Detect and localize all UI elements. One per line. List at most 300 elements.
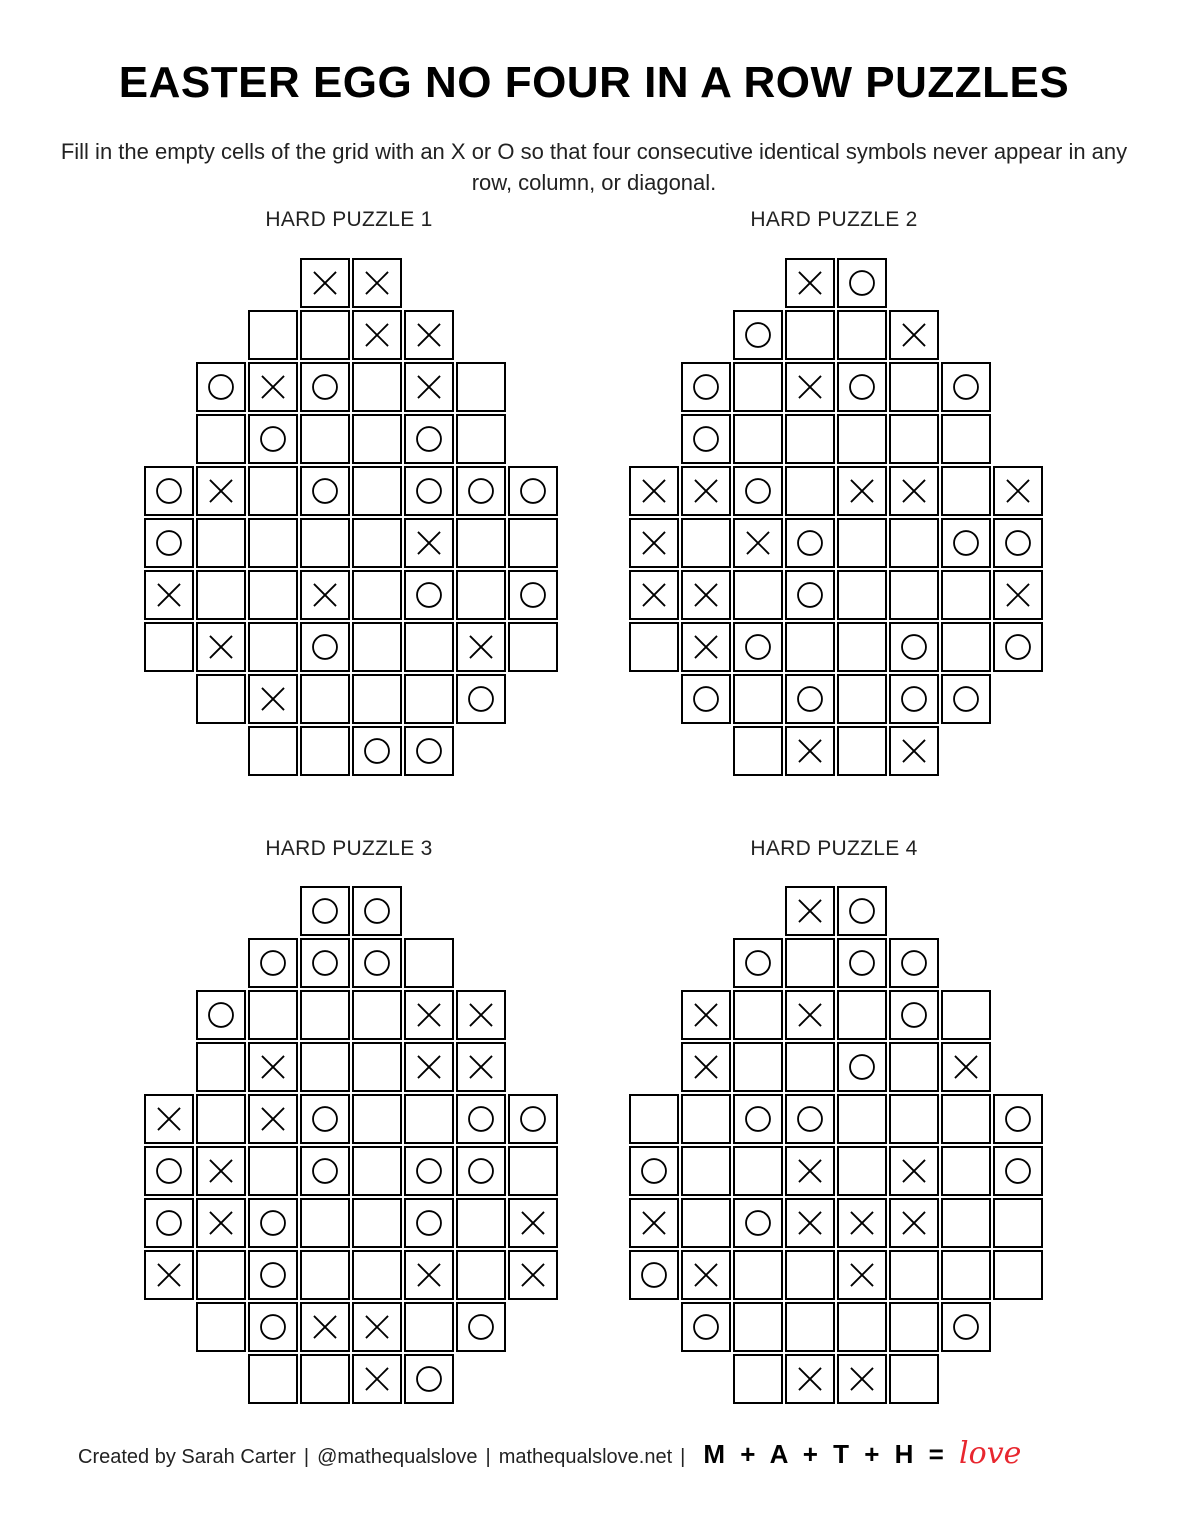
grid-cell-given — [404, 1146, 454, 1196]
o-mark-icon — [250, 1252, 296, 1298]
logo-love-word: love — [959, 1436, 1022, 1471]
logo-text: M + A + T + H = — [703, 1439, 948, 1469]
grid-cell-given — [300, 1302, 350, 1352]
grid-cell-empty[interactable] — [941, 466, 991, 516]
grid-cell-empty[interactable] — [248, 1146, 298, 1196]
grid-cell-empty[interactable] — [733, 726, 783, 776]
grid-cell-given — [196, 362, 246, 412]
grid-cell-empty[interactable] — [733, 1146, 783, 1196]
grid-cell-given — [144, 570, 194, 620]
x-mark-icon — [683, 1252, 729, 1298]
x-mark-icon — [631, 468, 677, 514]
grid-cell-empty[interactable] — [300, 674, 350, 724]
x-mark-icon — [891, 1200, 937, 1246]
x-mark-icon — [839, 1252, 885, 1298]
grid-cell-empty[interactable] — [889, 1250, 939, 1300]
o-mark-icon — [891, 992, 937, 1038]
grid-cell-given — [300, 362, 350, 412]
grid-cell-empty[interactable] — [404, 938, 454, 988]
grid-cell-empty[interactable] — [300, 990, 350, 1040]
grid-cell-given — [248, 1094, 298, 1144]
grid-cell-given — [456, 990, 506, 1040]
grid-cell-given — [733, 1198, 783, 1248]
grid-cell-given — [681, 414, 731, 464]
grid-cell-given — [508, 1250, 558, 1300]
grid-cell-empty[interactable] — [837, 990, 887, 1040]
grid-cell-empty[interactable] — [941, 414, 991, 464]
grid-cell-empty[interactable] — [352, 1198, 402, 1248]
x-mark-icon — [683, 992, 729, 1038]
grid-cell-empty[interactable] — [733, 1354, 783, 1404]
x-mark-icon — [250, 364, 296, 410]
x-mark-icon — [787, 888, 833, 934]
grid-cell-given — [300, 1094, 350, 1144]
o-mark-icon — [787, 1096, 833, 1142]
x-mark-icon — [891, 728, 937, 774]
x-mark-icon — [787, 260, 833, 306]
grid-cell-empty[interactable] — [404, 1094, 454, 1144]
o-mark-icon — [943, 520, 989, 566]
grid-cell-empty[interactable] — [248, 466, 298, 516]
grid-cell-given — [404, 362, 454, 412]
grid-cell-given — [456, 1094, 506, 1144]
grid-cell-given — [144, 518, 194, 568]
grid-cell-empty[interactable] — [785, 1302, 835, 1352]
grid-cell-given — [248, 1198, 298, 1248]
grid-cell-empty[interactable] — [248, 570, 298, 620]
grid-cell-given — [144, 466, 194, 516]
grid-cell-given — [248, 1042, 298, 1092]
grid-cell-empty[interactable] — [733, 674, 783, 724]
grid-cell-empty[interactable] — [889, 1302, 939, 1352]
x-mark-icon — [406, 520, 452, 566]
grid-cell-given — [681, 990, 731, 1040]
grid-cell-empty[interactable] — [733, 362, 783, 412]
o-mark-icon — [683, 676, 729, 722]
grid-cell-empty[interactable] — [941, 1250, 991, 1300]
grid-cell-empty[interactable] — [508, 1146, 558, 1196]
grid-cell-empty[interactable] — [352, 1146, 402, 1196]
grid-cell-empty[interactable] — [248, 1354, 298, 1404]
grid-cell-empty[interactable] — [196, 1094, 246, 1144]
o-mark-icon — [995, 624, 1041, 670]
grid-cell-given — [629, 1198, 679, 1248]
grid-cell-empty[interactable] — [681, 518, 731, 568]
grid-cell-empty[interactable] — [837, 622, 887, 672]
o-mark-icon — [354, 728, 400, 774]
grid-cell-given — [456, 1042, 506, 1092]
grid-cell-empty[interactable] — [785, 310, 835, 360]
grid-cell-empty[interactable] — [508, 518, 558, 568]
grid-cell-empty[interactable] — [352, 1250, 402, 1300]
grid-cell-empty[interactable] — [352, 622, 402, 672]
grid-cell-given — [248, 414, 298, 464]
grid-cell-empty[interactable] — [889, 1354, 939, 1404]
grid-cell-given — [733, 310, 783, 360]
x-mark-icon — [787, 1200, 833, 1246]
o-mark-icon — [354, 940, 400, 986]
x-mark-icon — [250, 1044, 296, 1090]
grid-cell-empty[interactable] — [248, 726, 298, 776]
grid-cell-given — [941, 518, 991, 568]
grid-cell-empty[interactable] — [993, 1198, 1043, 1248]
grid-cell-given — [889, 1198, 939, 1248]
x-mark-icon — [510, 1200, 556, 1246]
grid-cell-empty[interactable] — [837, 726, 887, 776]
x-mark-icon — [250, 676, 296, 722]
footer-separator: | — [485, 1446, 491, 1468]
o-mark-icon — [943, 676, 989, 722]
x-mark-icon — [198, 1200, 244, 1246]
grid-cell-empty[interactable] — [733, 1302, 783, 1352]
grid-cell-empty[interactable] — [352, 518, 402, 568]
page-title: EASTER EGG NO FOUR IN A ROW PUZZLES — [118, 58, 1070, 107]
grid-cell-empty[interactable] — [733, 570, 783, 620]
grid-cell-given — [404, 466, 454, 516]
grid-cell-empty[interactable] — [196, 414, 246, 464]
grid-cell-given — [629, 466, 679, 516]
o-mark-icon — [839, 888, 885, 934]
grid-cell-empty[interactable] — [456, 414, 506, 464]
grid-cell-given — [837, 1198, 887, 1248]
o-mark-icon — [683, 416, 729, 462]
grid-cell-empty[interactable] — [941, 1094, 991, 1144]
footer-website[interactable]: mathequalslove.net — [498, 1446, 673, 1468]
grid-cell-given — [196, 466, 246, 516]
grid-cell-given — [681, 362, 731, 412]
grid-cell-given — [785, 362, 835, 412]
grid-cell-empty[interactable] — [248, 310, 298, 360]
x-mark-icon — [406, 992, 452, 1038]
grid-cell-given — [733, 466, 783, 516]
grid-cell-given — [196, 1198, 246, 1248]
grid-cell-given — [352, 1302, 402, 1352]
grid-cell-given — [629, 1250, 679, 1300]
grid-cell-empty[interactable] — [889, 1042, 939, 1092]
grid-cell-empty[interactable] — [889, 518, 939, 568]
o-mark-icon — [735, 1200, 781, 1246]
grid-cell-given — [941, 1042, 991, 1092]
grid-cell-empty[interactable] — [352, 570, 402, 620]
grid-cell-given — [785, 518, 835, 568]
o-mark-icon — [735, 624, 781, 670]
x-mark-icon — [302, 1304, 348, 1350]
x-mark-icon — [787, 1148, 833, 1194]
grid-cell-given — [352, 1354, 402, 1404]
o-mark-icon — [995, 1096, 1041, 1142]
grid-cell-given — [404, 1250, 454, 1300]
o-mark-icon — [406, 1200, 452, 1246]
o-mark-icon — [406, 1148, 452, 1194]
grid-cell-empty[interactable] — [196, 1042, 246, 1092]
x-mark-icon — [198, 468, 244, 514]
grid-cell-given — [993, 466, 1043, 516]
puzzle-4-label: HARD PUZZLE 4 — [750, 837, 918, 860]
o-mark-icon — [406, 416, 452, 462]
x-mark-icon — [995, 572, 1041, 618]
o-mark-icon — [839, 1044, 885, 1090]
grid-cell-empty[interactable] — [300, 1250, 350, 1300]
grid-cell-given — [404, 518, 454, 568]
grid-cell-empty[interactable] — [352, 674, 402, 724]
grid-cell-given — [681, 570, 731, 620]
grid-cell-given — [508, 570, 558, 620]
grid-cell-given — [352, 258, 402, 308]
grid-cell-given — [993, 570, 1043, 620]
x-mark-icon — [839, 1356, 885, 1402]
grid-cell-empty[interactable] — [785, 414, 835, 464]
grid-cell-empty[interactable] — [352, 362, 402, 412]
x-mark-icon — [839, 468, 885, 514]
o-mark-icon — [735, 940, 781, 986]
o-mark-icon — [458, 1304, 504, 1350]
grid-cell-empty[interactable] — [733, 1042, 783, 1092]
grid-cell-given — [837, 886, 887, 936]
o-mark-icon — [406, 572, 452, 618]
grid-cell-empty[interactable] — [629, 1094, 679, 1144]
grid-cell-given — [300, 622, 350, 672]
grid-cell-given — [404, 414, 454, 464]
o-mark-icon — [458, 676, 504, 722]
x-mark-icon — [354, 260, 400, 306]
grid-cell-empty[interactable] — [733, 414, 783, 464]
grid-cell-empty[interactable] — [785, 1042, 835, 1092]
grid-cell-empty[interactable] — [248, 518, 298, 568]
grid-cell-given — [785, 1146, 835, 1196]
footer-handle: @mathequalslove — [317, 1446, 478, 1468]
grid-cell-given — [404, 990, 454, 1040]
grid-cell-given — [889, 990, 939, 1040]
o-mark-icon — [631, 1148, 677, 1194]
grid-cell-given — [144, 1198, 194, 1248]
grid-cell-given — [352, 886, 402, 936]
puzzle-3-label: HARD PUZZLE 3 — [265, 837, 433, 860]
grid-cell-empty[interactable] — [681, 1146, 731, 1196]
grid-cell-empty[interactable] — [352, 1094, 402, 1144]
x-mark-icon — [406, 1252, 452, 1298]
grid-cell-empty[interactable] — [404, 674, 454, 724]
grid-cell-given — [248, 938, 298, 988]
grid-cell-empty[interactable] — [196, 674, 246, 724]
grid-cell-given — [889, 938, 939, 988]
grid-cell-empty[interactable] — [629, 622, 679, 672]
grid-cell-given — [837, 1354, 887, 1404]
grid-cell-given — [681, 1042, 731, 1092]
grid-cell-given — [681, 1302, 731, 1352]
grid-cell-empty[interactable] — [300, 1198, 350, 1248]
grid-cell-empty[interactable] — [300, 1042, 350, 1092]
grid-cell-given — [733, 1094, 783, 1144]
grid-cell-empty[interactable] — [456, 518, 506, 568]
o-mark-icon — [302, 468, 348, 514]
grid-cell-given — [196, 1146, 246, 1196]
grid-cell-empty[interactable] — [352, 1042, 402, 1092]
grid-cell-empty[interactable] — [196, 570, 246, 620]
grid-cell-empty[interactable] — [837, 1094, 887, 1144]
grid-cell-empty[interactable] — [837, 310, 887, 360]
x-mark-icon — [406, 1044, 452, 1090]
grid-cell-empty[interactable] — [248, 990, 298, 1040]
grid-cell-given — [404, 310, 454, 360]
footer — [78, 1436, 1021, 1471]
grid-cell-empty[interactable] — [785, 622, 835, 672]
grid-cell-given — [993, 1146, 1043, 1196]
brand-logo — [703, 1436, 1022, 1471]
grid-cell-empty[interactable] — [837, 674, 887, 724]
grid-cell-given — [681, 466, 731, 516]
grid-cell-empty[interactable] — [993, 1250, 1043, 1300]
grid-cell-empty[interactable] — [941, 1198, 991, 1248]
x-mark-icon — [458, 624, 504, 670]
grid-cell-given — [785, 1198, 835, 1248]
grid-cell-empty[interactable] — [456, 362, 506, 412]
grid-cell-empty[interactable] — [404, 622, 454, 672]
grid-cell-empty[interactable] — [941, 1146, 991, 1196]
o-mark-icon — [943, 1304, 989, 1350]
grid-cell-empty[interactable] — [837, 570, 887, 620]
x-mark-icon — [787, 1356, 833, 1402]
grid-cell-empty[interactable] — [889, 1094, 939, 1144]
grid-cell-given — [508, 466, 558, 516]
grid-cell-given — [785, 1094, 835, 1144]
grid-cell-given — [404, 1198, 454, 1248]
x-mark-icon — [146, 1252, 192, 1298]
grid-cell-empty[interactable] — [352, 466, 402, 516]
grid-cell-empty[interactable] — [733, 1250, 783, 1300]
grid-cell-given — [300, 938, 350, 988]
grid-cell-empty[interactable] — [300, 414, 350, 464]
x-mark-icon — [735, 520, 781, 566]
grid-cell-empty[interactable] — [300, 1354, 350, 1404]
grid-cell-given — [456, 1302, 506, 1352]
grid-cell-empty[interactable] — [300, 310, 350, 360]
grid-cell-given — [785, 726, 835, 776]
x-mark-icon — [683, 624, 729, 670]
grid-cell-empty[interactable] — [352, 414, 402, 464]
o-mark-icon — [302, 1096, 348, 1142]
grid-cell-given — [629, 1146, 679, 1196]
x-mark-icon — [891, 312, 937, 358]
grid-cell-empty[interactable] — [248, 622, 298, 672]
o-mark-icon — [458, 1096, 504, 1142]
grid-cell-given — [941, 674, 991, 724]
grid-cell-given — [144, 1094, 194, 1144]
grid-cell-given — [248, 362, 298, 412]
grid-cell-empty[interactable] — [456, 1250, 506, 1300]
x-mark-icon — [683, 468, 729, 514]
x-mark-icon — [198, 624, 244, 670]
x-mark-icon — [891, 468, 937, 514]
grid-cell-given — [993, 1094, 1043, 1144]
x-mark-icon — [198, 1148, 244, 1194]
grid-cell-given — [993, 518, 1043, 568]
x-mark-icon — [354, 1304, 400, 1350]
o-mark-icon — [510, 468, 556, 514]
o-mark-icon — [943, 364, 989, 410]
o-mark-icon — [302, 940, 348, 986]
grid-cell-empty[interactable] — [889, 362, 939, 412]
o-mark-icon — [683, 1304, 729, 1350]
grid-cell-given — [456, 1146, 506, 1196]
grid-cell-empty[interactable] — [941, 990, 991, 1040]
grid-cell-given — [456, 674, 506, 724]
grid-cell-given — [941, 362, 991, 412]
x-mark-icon — [631, 1200, 677, 1246]
grid-cell-given — [785, 886, 835, 936]
grid-cell-empty[interactable] — [785, 1250, 835, 1300]
x-mark-icon — [683, 572, 729, 618]
grid-cell-given — [352, 310, 402, 360]
grid-cell-empty[interactable] — [941, 622, 991, 672]
grid-cell-empty[interactable] — [196, 1250, 246, 1300]
o-mark-icon — [146, 468, 192, 514]
grid-cell-given — [733, 622, 783, 672]
grid-cell-given — [785, 1354, 835, 1404]
grid-cell-empty[interactable] — [144, 622, 194, 672]
o-mark-icon — [631, 1252, 677, 1298]
o-mark-icon — [406, 1356, 452, 1402]
grid-cell-empty[interactable] — [941, 570, 991, 620]
grid-cell-empty[interactable] — [837, 518, 887, 568]
grid-cell-empty[interactable] — [456, 1198, 506, 1248]
grid-cell-given — [144, 1250, 194, 1300]
grid-cell-empty[interactable] — [456, 570, 506, 620]
footer-separator: | — [680, 1446, 686, 1468]
grid-cell-empty[interactable] — [733, 990, 783, 1040]
grid-cell-empty[interactable] — [681, 1198, 731, 1248]
grid-cell-given — [733, 938, 783, 988]
o-mark-icon — [406, 728, 452, 774]
o-mark-icon — [146, 1148, 192, 1194]
grid-cell-given — [785, 990, 835, 1040]
grid-cell-empty[interactable] — [508, 622, 558, 672]
o-mark-icon — [250, 416, 296, 462]
o-mark-icon — [510, 572, 556, 618]
grid-cell-given — [837, 258, 887, 308]
grid-cell-empty[interactable] — [681, 1094, 731, 1144]
grid-cell-empty[interactable] — [837, 1146, 887, 1196]
grid-cell-empty[interactable] — [889, 414, 939, 464]
grid-cell-empty[interactable] — [889, 570, 939, 620]
grid-cell-empty[interactable] — [300, 518, 350, 568]
x-mark-icon — [354, 312, 400, 358]
grid-cell-empty[interactable] — [196, 1302, 246, 1352]
grid-cell-given — [785, 674, 835, 724]
grid-cell-given — [144, 1146, 194, 1196]
grid-cell-empty[interactable] — [196, 518, 246, 568]
o-mark-icon — [995, 520, 1041, 566]
grid-cell-empty[interactable] — [837, 414, 887, 464]
o-mark-icon — [146, 520, 192, 566]
grid-cell-empty[interactable] — [404, 1302, 454, 1352]
grid-cell-empty[interactable] — [300, 726, 350, 776]
grid-cell-given — [196, 622, 246, 672]
o-mark-icon — [250, 1304, 296, 1350]
grid-cell-given — [889, 674, 939, 724]
grid-cell-given — [889, 466, 939, 516]
o-mark-icon — [735, 1096, 781, 1142]
grid-cell-given — [889, 726, 939, 776]
grid-cell-empty[interactable] — [837, 1302, 887, 1352]
o-mark-icon — [250, 940, 296, 986]
grid-cell-empty[interactable] — [785, 938, 835, 988]
grid-cell-given — [629, 570, 679, 620]
grid-cell-empty[interactable] — [785, 466, 835, 516]
o-mark-icon — [250, 1200, 296, 1246]
o-mark-icon — [198, 364, 244, 410]
grid-cell-empty[interactable] — [352, 990, 402, 1040]
o-mark-icon — [891, 940, 937, 986]
